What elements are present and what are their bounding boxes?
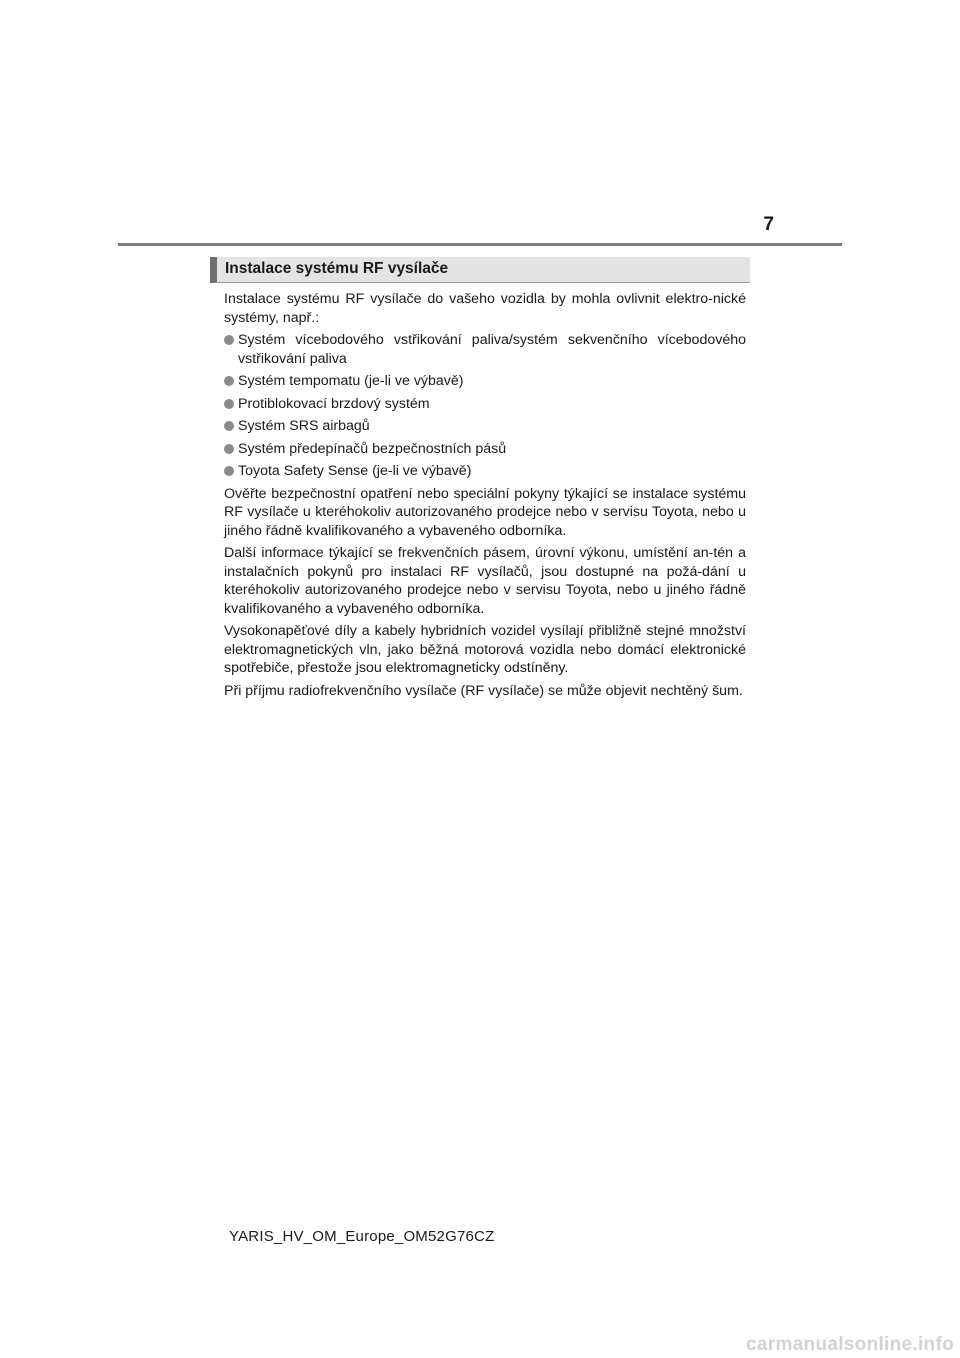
footer-document-code: YARIS_HV_OM_Europe_OM52G76CZ [229, 1228, 495, 1245]
list-item-text: Systém předepínačů bezpečnostních pásů [238, 440, 507, 457]
list-item [224, 440, 746, 459]
bullet-icon [224, 335, 234, 345]
body-paragraph: Další informace týkající se frekvenčních pásem, úrovní výkonu, umístění an-tén a instalačních pokynů pro instalaci RF vysílačů, jsou dostupné na požá-dání u kteréhokoliv autorizovaného prodejce nebo v servisu Toyota, nebo u jiného řádně kvalifikovaného a vybaveného odborníka. [224, 545, 746, 617]
list-item-text: Toyota Safety Sense (je-li ve výbavě) [238, 463, 472, 479]
bullet-icon [224, 444, 234, 454]
list-item-text: Systém tempomatu (je-li ve výbavě) [238, 373, 464, 389]
list-item [224, 372, 746, 391]
header-rule [118, 243, 842, 246]
list-item [224, 395, 746, 414]
bullet-icon [224, 466, 234, 476]
page-number: 7 [763, 214, 774, 235]
bullet-list [224, 331, 746, 481]
list-item-text: Protiblokovací brzdový systém [238, 395, 430, 412]
body-paragraph: Vysokonapěťové díly a kabely hybridních vozidel vysílají přibližně stejné množství elektromagnetických vln, jako běžná motorová vozidla nebo domácí elektronické spotřebiče, přestože jsou elektromagneticky odstíněny. [224, 623, 746, 676]
section-heading [210, 257, 750, 283]
list-item-text: Systém vícebodového vstřikování paliva/systém sekvenčního vícebodového vstřikování paliva [238, 332, 746, 367]
list-item-text: Systém SRS airbagů [238, 418, 370, 434]
bullet-icon [224, 376, 234, 386]
bullet-icon [224, 399, 234, 409]
body-paragraph: Ověřte bezpečnostní opatření nebo speciální pokyny týkající se instalace systému RF vysílače u kteréhokoliv autorizovaného prodejce nebo v servisu Toyota, nebo u jiného řádně kvalifikovaného a vybaveného odborníka. [224, 485, 746, 539]
intro-paragraph: Instalace systému RF vysílače do vašeho vozidla by mohla ovlivnit elektro-nické systémy, např.: [224, 291, 746, 326]
list-item [224, 331, 746, 368]
list-item [224, 417, 746, 436]
section-body [224, 290, 746, 704]
bullet-icon [224, 421, 234, 431]
watermark-text: carmanualsonline.info [746, 1334, 954, 1355]
section-heading-text: Instalace systému RF vysílače [225, 260, 449, 277]
body-paragraph: Při příjmu radiofrekvenčního vysílače (RF vysílače) se může objevit nechtěný šum. [224, 682, 743, 699]
list-item [224, 462, 746, 481]
